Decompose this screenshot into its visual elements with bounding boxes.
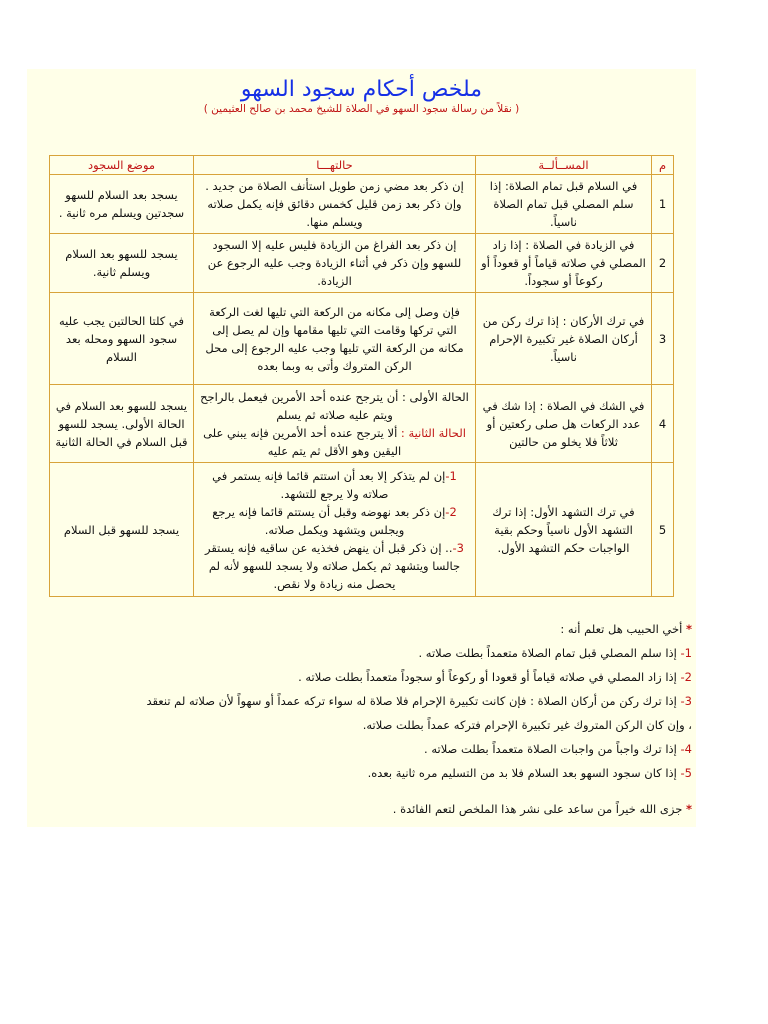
note-item [27, 641, 696, 665]
row-place: يسجد بعد السلام للسهو سجدتين ويسلم مره ثانية . [50, 175, 194, 234]
row-number: 4 [652, 385, 674, 463]
case-item [198, 503, 471, 539]
row-issue: في الزيادة في الصلاة : إذا زاد المصلي في صلاته قياماً أو قعوداً أو ركوعاً أو سجوداً. [476, 234, 652, 293]
row-issue: في السلام قبل تمام الصلاة: إذا سلم المصلي قبل تمام الصلاة ناسياً. [476, 175, 652, 234]
note-text: إذا زاد المصلي في صلاته قياماً أو قعودا أو ركوعاً أو سجوداً متعمداً بطلت صلاته . [298, 670, 677, 684]
page-subtitle: ( نقلاً من رسالة سجود السهو في الصلاة للشيخ محمد بن صالح العثيمين ) [203, 103, 520, 115]
row-place: يسجد للسهو قبل السلام [50, 463, 194, 597]
case-item-text: .. إن ذكر قبل أن ينهض فخذيه عن ساقيه فإنه يستقر جالسا ويتشهد ثم يكمل صلاته ولا يسجد للسهو لأنه لم يحصل منه زيادة ولا نقص. [205, 540, 461, 591]
case-item [198, 467, 471, 503]
row-issue: في الشك في الصلاة : إذا شك في عدد الركعات هل صلى ركعتين أو ثلاثاً فلا يخلو من حالتين [476, 385, 652, 463]
row-place: في كلتا الحالتين يجب عليه سجود السهو ومحله بعد السلام [50, 293, 194, 385]
row-number: 3 [652, 293, 674, 385]
row-case [194, 385, 476, 463]
row-number: 5 [652, 463, 674, 597]
notes-intro [27, 617, 696, 641]
row-place: يسجد للسهو بعد السلام في الحالة الأولى. يسجد للسهو قبل السلام في الحالة الثانية [50, 385, 194, 463]
document-page [27, 69, 696, 827]
rulings-table [49, 155, 674, 597]
row-case: فإن وصل إلى مكانه من الركعة التي تليها لغت الركعة التي تركها وقامت التي تليها مقامها وإن لم يصل إلى مكانه من الركعة التي تليها وجب عليه الرجوع إلى محل الركن المتروك وأتى به وبما بعده [194, 293, 476, 385]
note-text: إذا ترك ركن من أركان الصلاة : فإن كانت تكبيرة الإحرام فلا صلاة له سواء تركه عمداً أو سهواً لأن صلاته لم تنعقد [146, 694, 677, 708]
row-case: إن ذكر بعد الفراغ من الزيادة فليس عليه إلا السجود للسهو وإن ذكر في أثناء الزيادة وجب عليه الرجوع عن الزيادة. [194, 234, 476, 293]
note-item [27, 713, 696, 737]
notes-closing [27, 797, 696, 821]
note-number: 4- [680, 742, 692, 756]
case-second-label: الحالة الثانية : [400, 425, 466, 440]
table-row [50, 175, 674, 234]
star-icon: * [685, 802, 692, 816]
note-number: 1- [680, 646, 692, 660]
case-item-number: 1- [445, 468, 457, 483]
note-text: إذا كان سجود السهو بعد السلام فلا بد من التسليم مره ثانية بعده. [367, 766, 677, 780]
row-case [194, 463, 476, 597]
row-number: 2 [652, 234, 674, 293]
note-item [27, 665, 696, 689]
row-number: 1 [652, 175, 674, 234]
row-place: يسجد للسهو بعد السلام ويسلم ثانية. [50, 234, 194, 293]
note-text: إذا ترك واجباً من واجبات الصلاة متعمداً بطلت صلاته . [424, 742, 677, 756]
note-item [27, 737, 696, 761]
table-row [50, 234, 674, 293]
note-item [27, 761, 696, 785]
table-row [50, 463, 674, 597]
case-item-text: إن ذكر بعد نهوضه وقبل أن يستتم قائما فإنه يرجع ويجلس ويتشهد ويكمل صلاته. [212, 504, 446, 537]
notes-intro-text: أخي الحبيب هل تعلم أنه : [560, 622, 683, 636]
case-second: ألا يترجح عنده أحد الأمرين فإنه يبني على اليقين وهو الأقل ثم يتم عليه [203, 425, 402, 458]
note-text: إذا سلم المصلي قبل تمام الصلاة متعمداً بطلت صلاته . [418, 646, 677, 660]
table-row [50, 293, 674, 385]
note-number: 3- [680, 694, 692, 708]
notes-section [27, 617, 696, 821]
note-text: ، وإن كان الركن المتروك غير تكبيرة الإحرام فتركه عمداً بطلت صلاته. [362, 718, 692, 732]
note-item [27, 689, 696, 713]
row-issue: في ترك الأركان : إذا ترك ركن من أركان الصلاة غير تكبيرة الإحرام ناسياً. [476, 293, 652, 385]
row-case: إن ذكر بعد مضي زمن طويل استأنف الصلاة من جديد . وإن ذكر بعد زمن قليل كخمس دقائق فإنه يكمل صلاته ويسلم منها. [194, 175, 476, 234]
note-number: 5- [680, 766, 692, 780]
case-item-text: إن لم يتذكر إلا بعد أن استتم قائما فإنه يستمر في صلاته ولا يرجع للتشهد. [212, 468, 446, 501]
header-num: م [652, 156, 674, 175]
page-title: ملخص أحكام سجود السهو [240, 77, 483, 102]
row-issue: في ترك التشهد الأول: إذا ترك التشهد الأول ناسياً وحكم بقية الواجبات حكم التشهد الأول. [476, 463, 652, 597]
case-item-number: 2- [445, 504, 457, 519]
table-row [50, 385, 674, 463]
notes-closing-text: جزى الله خيراً من ساعد على نشر هذا الملخص لتعم الفائدة . [392, 802, 683, 816]
header-issue: المســألــة [476, 156, 652, 175]
note-number: 2- [680, 670, 692, 684]
star-icon: * [685, 622, 692, 636]
case-item-number: 3- [452, 540, 464, 555]
table-header-row [50, 156, 674, 175]
header-place: موضع السجود [50, 156, 194, 175]
header-case: حالتهـــا [194, 156, 476, 175]
case-first: الحالة الأولى : أن يترجح عنده أحد الأمرين فيعمل بالراجح ويتم عليه صلاته ثم يسلم [200, 389, 469, 422]
case-item [198, 539, 471, 593]
